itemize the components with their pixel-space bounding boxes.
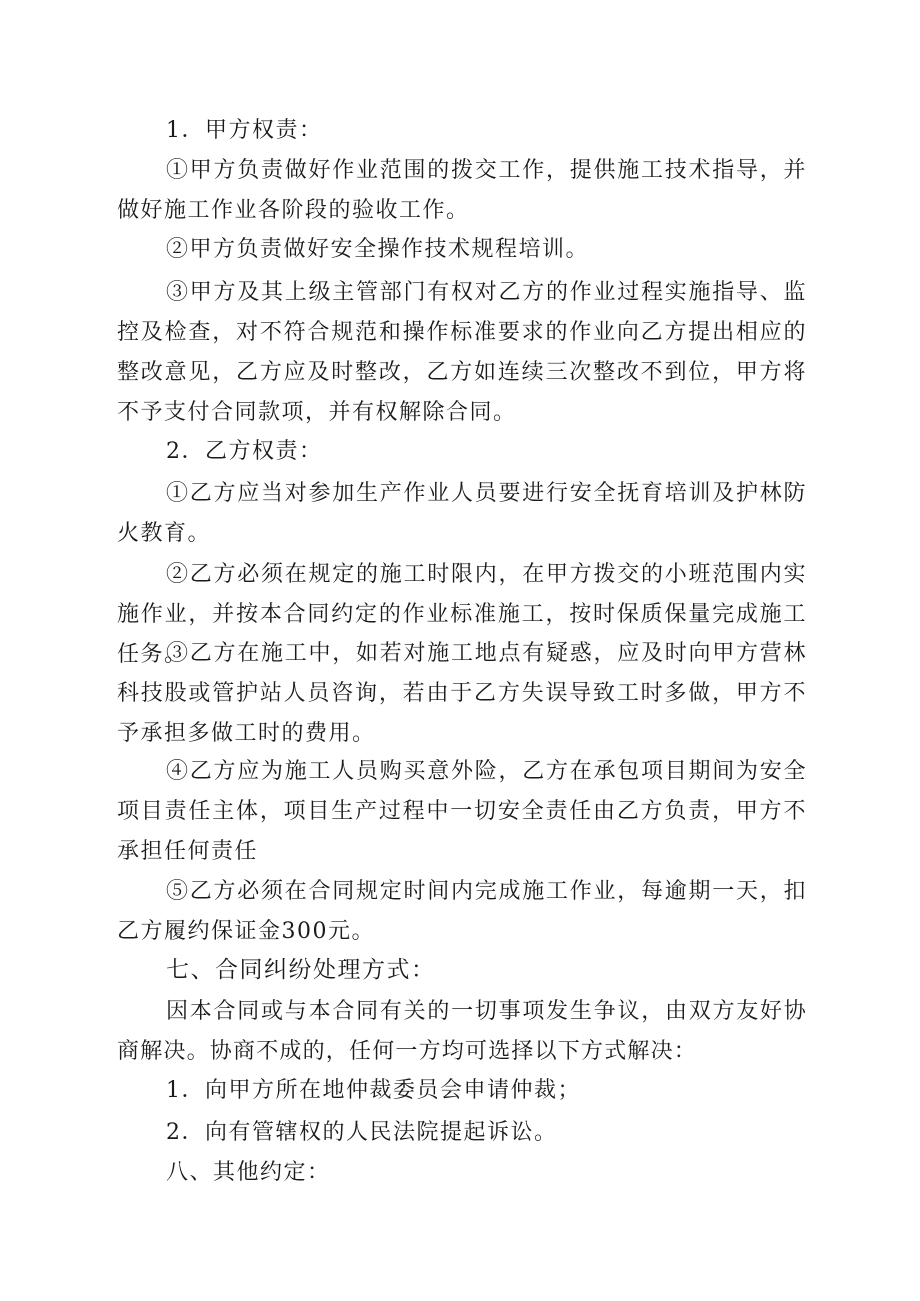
- clause-party-b-item-1: ①乙方应当对参加生产作业人员要进行安全抚育培训及护林防火教育。: [117, 481, 807, 546]
- clause-party-a-item-3: ③甲方及其上级主管部门有权对乙方的作业过程实施指导、监控及检查，对不符合规范和操作标准要求的作业向乙方提出相应的整改意见，乙方应及时整改，乙方如连续三次整改不到位，甲方将不予支付合同款项，并有权解除合同。: [117, 280, 807, 425]
- clause-party-b-item-5: ⑤乙方必须在合同规定时间内完成施工作业，每逾期一天，扣乙方履约保证金300元。: [117, 879, 807, 944]
- clause-party-a-heading: 1．甲方权责：: [166, 118, 323, 143]
- section-8-heading: 八、其他约定：: [166, 1160, 331, 1185]
- clause-party-b-item-3: ③乙方在施工中，如若对施工地点有疑惑，应及时向甲方营林科技股或管护站人员咨询，若由于乙方失误导致工时多做，甲方不予承担多做工时的费用。: [117, 641, 807, 746]
- section-7-body: 因本合同或与本合同有关的一切事项发生争议，由双方友好协商解决。协商不成的，任何一方均可选择以下方式解决：: [117, 999, 807, 1064]
- clause-party-a-item-2: ②甲方负责做好安全操作技术规程培训。: [166, 237, 590, 262]
- clause-party-b-item-4: ④乙方应为施工人员购买意外险，乙方在承包项目期间为安全项目责任主体，项目生产过程中一切安全责任由乙方负责，甲方不承担任何责任: [117, 759, 807, 864]
- clause-party-b-item-2: ②乙方必须在规定的施工时限内，在甲方拨交的小班范围内实施作业，并按本合同约定的作业标准施工，按时保质保量完成施工任务。: [117, 562, 807, 667]
- section-7-heading: 七、合同纠纷处理方式：: [166, 957, 436, 983]
- section-7-option-2: 2．向有管辖权的人民法院提起诉讼。: [166, 1120, 558, 1145]
- section-7-option-1: 1．向甲方所在地仲裁委员会申请仲裁；: [166, 1078, 581, 1103]
- clause-party-b-heading: 2．乙方权责：: [166, 439, 323, 464]
- clause-party-a-item-1: ①甲方负责做好作业范围的拨交工作，提供施工技术指导，并做好施工作业各阶段的验收工作。: [117, 158, 807, 223]
